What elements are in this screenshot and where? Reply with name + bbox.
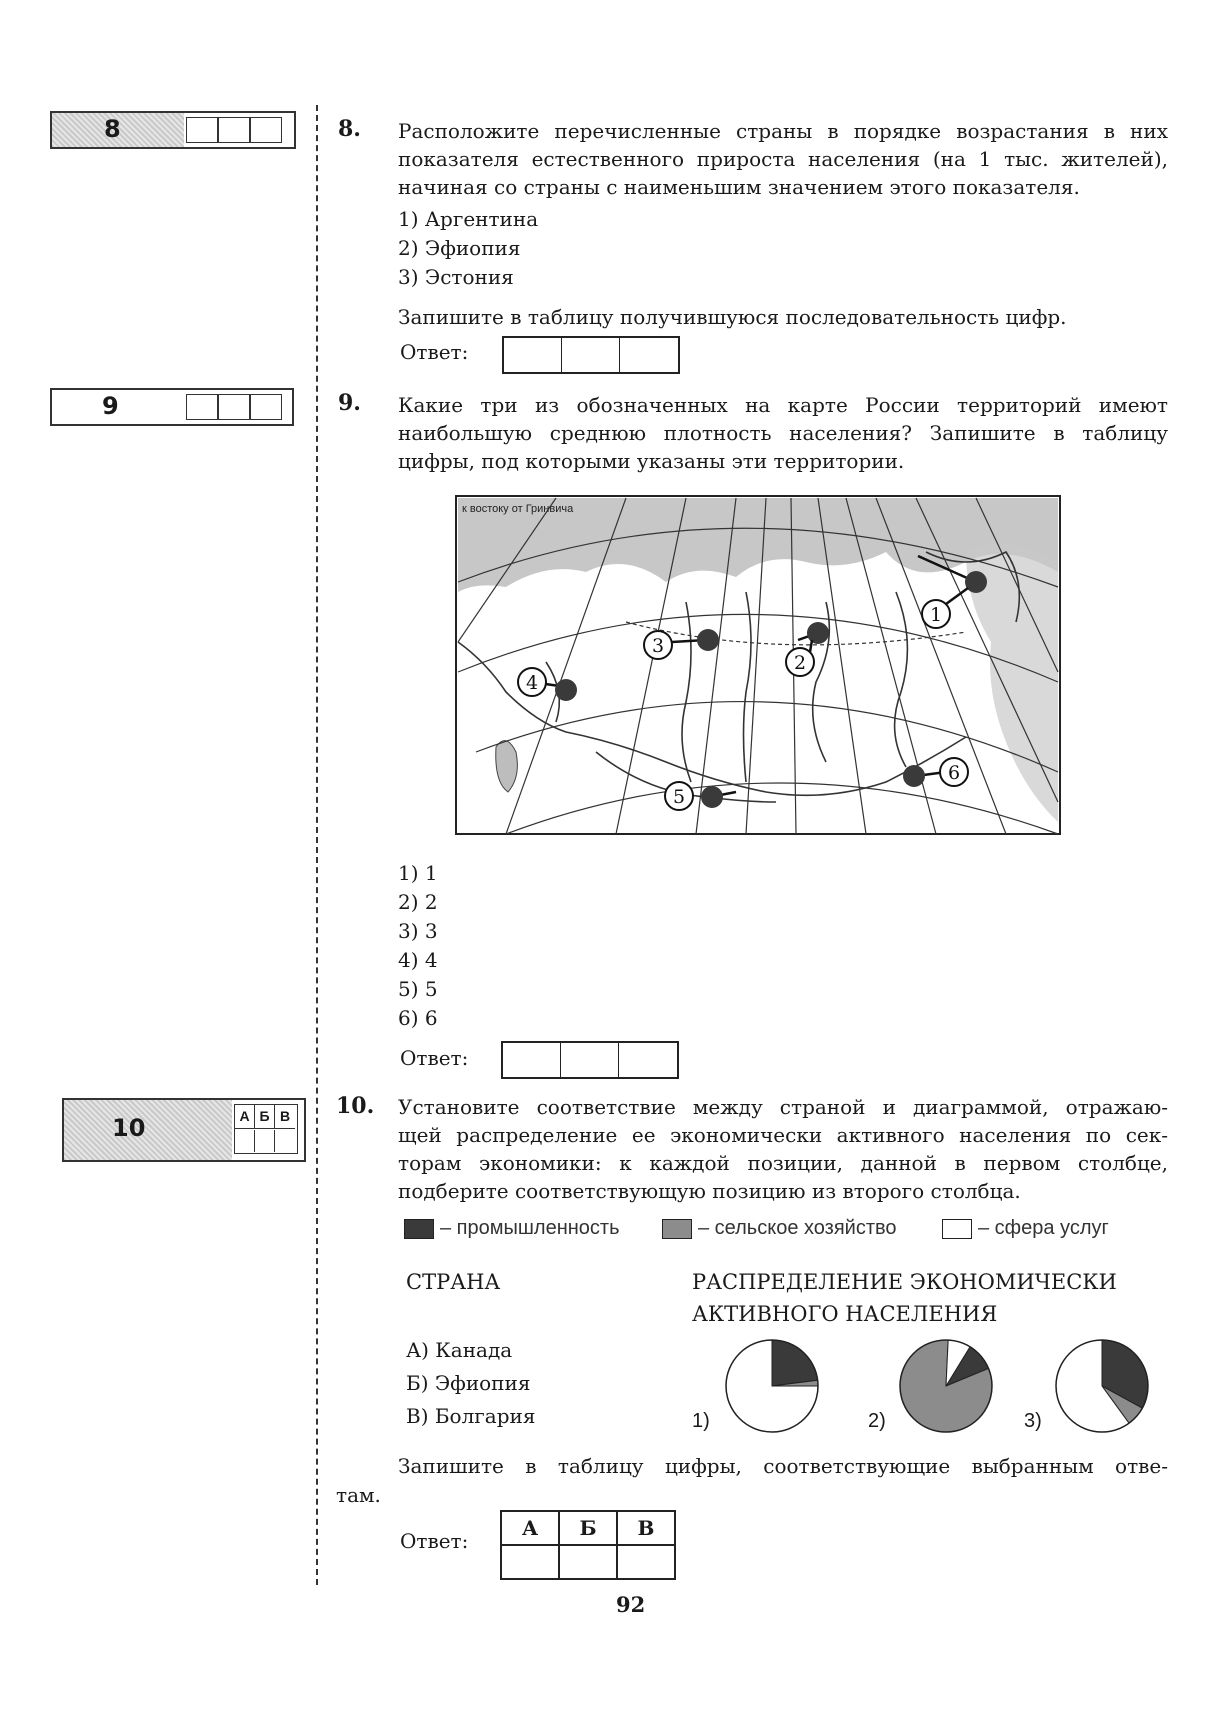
q9-option: 2) 2 [398,890,438,914]
q8-margin-cell[interactable] [250,117,282,143]
q10-margin-cell-c: В [275,1105,295,1129]
q10-answer-cell[interactable] [559,1545,617,1579]
legend-label: – сельское хозяйство [698,1217,897,1239]
country-b: Б) Эфиопия [406,1371,531,1395]
country-a: А) Канада [406,1338,513,1362]
map-marker-1: 1 [929,604,943,626]
legend-services [942,1217,1109,1240]
q9-margin-number: 9 [102,392,119,420]
q8-answer-grid [502,336,680,374]
q10-margin-cell-b: Б [255,1105,275,1129]
q10-answer-label: Ответ: [400,1529,469,1553]
legend-label: – промышленность [440,1217,620,1239]
q9-answer-grid [501,1041,679,1079]
q9-margin-cell[interactable] [186,394,218,420]
q8-answer-cell[interactable] [562,338,620,372]
q8-text-line: показателя естественного прироста населения (на 1 тыс. жителей), [398,147,1168,171]
q10-table-header-a: А [501,1511,559,1545]
pie-label-2: 2) [868,1410,886,1432]
col2-header [692,1266,1117,1330]
q8-option: 3) Эстония [398,265,514,289]
q8-text [398,117,1168,201]
map-marker-5: 5 [672,786,686,808]
q10-margin-cell-a: А [235,1105,255,1129]
q9-text-line: Какие три из обозначенных на карте России территорий имеют [398,393,1168,417]
q10-margin-input[interactable] [275,1130,295,1152]
q9-answer-label: Ответ: [400,1046,469,1070]
russia-map [446,492,1066,838]
q10-answer-cell[interactable] [617,1545,675,1579]
map-caption: к востоку от Гринвича [462,503,574,515]
q9-margin-box [50,388,294,426]
q10-margin-input[interactable] [255,1130,275,1152]
q9-text-line: цифры, под которыми указаны эти территории. [398,449,905,473]
q10-instruction-line: там. [336,1483,381,1507]
q8-text-line: Расположите перечисленные страны в порядке возрастания в них [398,119,1168,143]
q10-instruction-line: Запишите в таблицу цифры, соответствующие выбранным отве- [398,1454,1168,1478]
q8-margin-cell[interactable] [186,117,218,143]
q9-option: 3) 3 [398,919,438,943]
pie-label-3: 3) [1024,1410,1042,1432]
q9-text-line: наибольшую среднюю плотность населения? Запишите в таблицу [398,421,1168,445]
q8-number: 8. [338,116,361,142]
q10-margin-box [62,1098,306,1162]
legend-agriculture [662,1217,897,1240]
q10-table-header-c: В [617,1511,675,1545]
legend-swatch-agriculture [662,1219,692,1239]
legend-label: – сфера услуг [978,1217,1109,1239]
country-c: В) Болгария [406,1404,536,1428]
q10-text-line: подберите соответствующую позицию из второго столбца. [398,1179,1021,1203]
q8-answer-cell[interactable] [504,338,562,372]
map-marker-2: 2 [793,652,807,674]
legend-industry [404,1217,620,1240]
q9-margin-cell[interactable] [250,394,282,420]
q9-option: 4) 4 [398,948,438,972]
pie-label-1: 1) [692,1410,710,1432]
q9-answer-cell[interactable] [503,1043,561,1077]
map-marker-3: 3 [651,635,665,657]
q10-number: 10. [336,1093,375,1119]
q8-answer-cell[interactable] [620,338,678,372]
q10-instruction [398,1452,1168,1480]
q10-margin-input[interactable] [235,1130,255,1152]
q8-margin-box [50,111,296,149]
q9-option: 6) 6 [398,1006,438,1030]
legend-swatch-services [942,1219,972,1239]
q9-margin-cell[interactable] [218,394,250,420]
pie-charts [680,1330,1200,1450]
q8-instruction: Запишите в таблицу получившуюся последовательность цифр. [398,305,1067,329]
q8-margin-number: 8 [104,115,121,143]
col2-header-line: АКТИВНОГО НАСЕЛЕНИЯ [692,1302,998,1326]
q9-number: 9. [338,390,361,416]
cut-line [316,105,318,1585]
q10-text-line: Установите соответствие между страной и диаграммой, отражаю- [398,1095,1168,1119]
page-number: 92 [616,1592,646,1617]
q8-option: 1) Аргентина [398,207,539,231]
col1-header: СТРАНА [406,1270,501,1294]
q10-text [398,1093,1168,1205]
q10-text-line: щей распределение ее экономически активного населения по сек- [398,1123,1168,1147]
map-marker-4: 4 [525,672,539,694]
q9-answer-cell[interactable] [561,1043,619,1077]
q10-answer-cell[interactable] [501,1545,559,1579]
q8-option: 2) Эфиопия [398,236,521,260]
map-marker-6: 6 [947,762,961,784]
col2-header-line: РАСПРЕДЕЛЕНИЕ ЭКОНОМИЧЕСКИ [692,1270,1117,1294]
q10-text-line: торам экономики: к каждой позиции, данной в первом столбце, [398,1151,1168,1175]
q9-option: 5) 5 [398,977,438,1001]
q9-text [398,391,1168,475]
legend-swatch-industry [404,1219,434,1239]
q9-option: 1) 1 [398,861,438,885]
q10-margin-table [234,1104,298,1154]
q8-text-line: начиная со страны с наименьшим значением этого показателя. [398,175,1080,199]
q10-margin-number: 10 [112,1114,146,1142]
q8-answer-label: Ответ: [400,340,469,364]
q8-margin-cell[interactable] [218,117,250,143]
q9-answer-cell[interactable] [619,1043,677,1077]
q10-answer-table [500,1510,676,1580]
q10-table-header-b: Б [559,1511,617,1545]
